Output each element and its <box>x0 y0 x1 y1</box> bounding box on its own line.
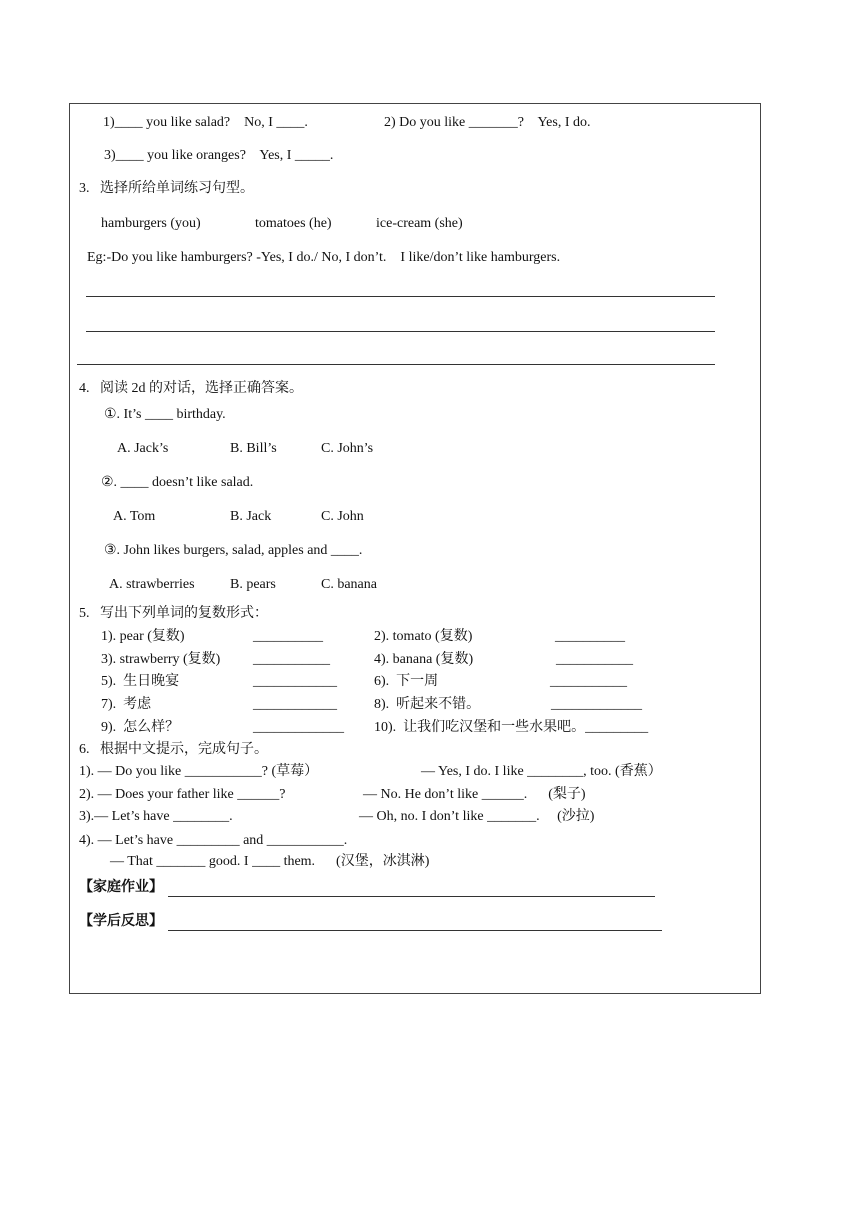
q5-item: 3). strawberry (复数) <box>101 652 221 667</box>
q4-option: C. John’s <box>321 441 374 456</box>
q4-option: B. pears <box>230 577 276 592</box>
q3-word: hamburgers (you) <box>101 216 201 231</box>
q5-blank: ____________ <box>253 697 337 712</box>
q6-sentence: 1). — Do you like ___________? (草莓） <box>79 764 319 779</box>
q5-blank: _____________ <box>253 720 344 735</box>
q3-example: Eg:-Do you like hamburgers? -Yes, I do./ No, I don’t. I like/don’t like hamburgers. <box>87 250 561 265</box>
q6-sentence: — Yes, I do. I like ________, too. (香蕉） <box>421 764 662 779</box>
q3-word: ice-cream (she) <box>376 216 463 231</box>
q3-heading: 3. 选择所给单词练习句型。 <box>79 181 254 196</box>
homework-label: 【家庭作业】 <box>79 880 163 895</box>
q4-stem: ③. John likes burgers, salad, apples and ____. <box>104 543 363 558</box>
answer-line <box>86 296 715 297</box>
q5-blank: __________ <box>555 629 625 644</box>
answer-line <box>77 364 715 365</box>
q2-line1-a: 1)____ you like salad? No, I ____. <box>103 115 308 130</box>
q4-heading: 4. 阅读 2d 的对话，选择正确答案。 <box>79 381 303 396</box>
q5-item: 9). 怎么样？ <box>101 720 180 735</box>
q4-stem: ①. It’s ____ birthday. <box>104 407 226 422</box>
q6-heading: 6. 根据中文提示，完成句子。 <box>79 742 268 757</box>
answer-line <box>86 331 715 332</box>
q4-option: A. Tom <box>113 509 156 524</box>
q5-blank: _____________ <box>551 697 642 712</box>
q5-item: 1). pear (复数) <box>101 629 185 644</box>
q4-option: B. Bill’s <box>230 441 277 456</box>
q5-blank: __________ <box>253 629 323 644</box>
q5-item: 8). 听起来不错。 <box>374 697 481 712</box>
q5-heading: 5. 写出下列单词的复数形式： <box>79 606 268 621</box>
q6-sentence: 3).— Let’s have ________. <box>79 809 233 824</box>
q5-blank: ___________ <box>550 674 627 689</box>
q5-item: 10). 让我们吃汉堡和一些水果吧。_________ <box>374 720 649 735</box>
q6-sentence: 2). — Does your father like ______? <box>79 787 286 802</box>
q4-option: C. banana <box>321 577 377 592</box>
q5-item: 2). tomato (复数) <box>374 629 473 644</box>
q6-sentence: — That _______ good. I ____ them. (汉堡，冰淇淋) <box>110 854 430 869</box>
q6-sentence: — No. He don’t like ______. (梨子) <box>363 787 586 802</box>
homework-line <box>168 896 655 897</box>
q5-blank: ___________ <box>253 652 330 667</box>
q2-line2: 3)____ you like oranges? Yes, I _____. <box>104 148 334 163</box>
q3-word: tomatoes (he) <box>255 216 332 231</box>
q5-item: 4). banana (复数) <box>374 652 474 667</box>
q4-option: A. strawberries <box>109 577 195 592</box>
q6-sentence: 4). — Let’s have _________ and ___________. <box>79 833 348 848</box>
q5-blank: ____________ <box>253 674 337 689</box>
q5-item: 7). 考虑 <box>101 697 152 712</box>
q4-option: C. John <box>321 509 364 524</box>
reflection-label: 【学后反思】 <box>79 914 163 929</box>
reflection-line <box>168 930 662 931</box>
q4-option: B. Jack <box>230 509 272 524</box>
q5-blank: ___________ <box>556 652 633 667</box>
q5-item: 6). 下一周 <box>374 674 439 689</box>
q5-item: 5). 生日晚宴 <box>101 674 180 689</box>
q6-sentence: — Oh, no. I don’t like _______. (沙拉) <box>359 809 595 824</box>
q4-option: A. Jack’s <box>117 441 169 456</box>
q2-line1-b: 2) Do you like _______? Yes, I do. <box>384 115 591 130</box>
q4-stem: ②. ____ doesn’t like salad. <box>101 475 254 490</box>
